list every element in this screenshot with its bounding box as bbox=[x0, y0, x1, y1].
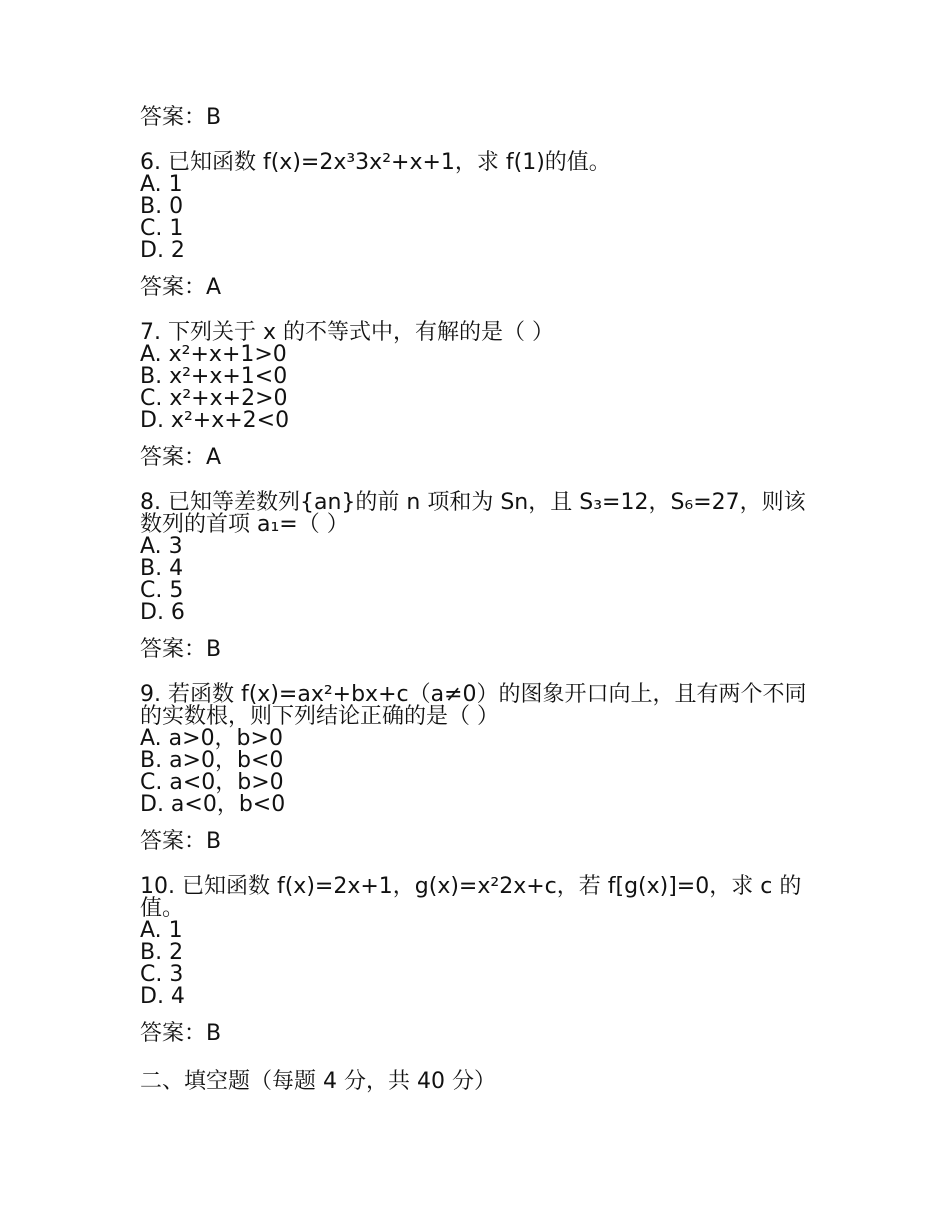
answer-q7: 答案：A bbox=[140, 445, 222, 470]
question-stem: 7. 下列关于 x 的不等式中，有解的是（ ） bbox=[140, 320, 554, 345]
option-a: A. 1 bbox=[140, 918, 183, 943]
option-c: C. 1 bbox=[140, 216, 184, 241]
answer-q10: 答案：B bbox=[140, 1021, 222, 1046]
option-list bbox=[140, 174, 820, 262]
option-d: D. 2 bbox=[140, 238, 185, 263]
option-list bbox=[140, 536, 820, 624]
option-c: C. a<0，b>0 bbox=[140, 770, 284, 795]
option-c: C. 5 bbox=[140, 578, 184, 603]
answer-q5: 答案：B bbox=[140, 105, 222, 130]
option-a: A. 3 bbox=[140, 534, 183, 559]
answer-q9: 答案：B bbox=[140, 829, 222, 854]
answer-q8: 答案：B bbox=[140, 637, 222, 662]
question-7 bbox=[140, 322, 820, 432]
option-c: C. x²+x+2>0 bbox=[140, 386, 288, 411]
option-list bbox=[140, 728, 820, 816]
option-d: D. 6 bbox=[140, 600, 185, 625]
option-b: B. 4 bbox=[140, 556, 184, 581]
question-6 bbox=[140, 152, 820, 262]
option-b: B. 0 bbox=[140, 194, 184, 219]
option-a: A. a>0，b>0 bbox=[140, 726, 283, 751]
option-b: B. a>0，b<0 bbox=[140, 748, 284, 773]
question-10 bbox=[140, 876, 820, 1008]
question-stem: 10. 已知函数 f(x)=2x+1，g(x)=x²2x+c，若 f[g(x)]=0，求 c 的值。 bbox=[140, 874, 802, 921]
question-9 bbox=[140, 684, 820, 816]
option-d: D. a<0，b<0 bbox=[140, 792, 286, 817]
section-heading: 二、填空题（每题 4 分，共 40 分） bbox=[140, 1069, 496, 1094]
option-list bbox=[140, 920, 820, 1008]
question-stem: 9. 若函数 f(x)=ax²+bx+c（a≠0）的图象开口向上，且有两个不同的实数根，则下列结论正确的是（ ） bbox=[140, 682, 807, 729]
option-c: C. 3 bbox=[140, 962, 184, 987]
question-8 bbox=[140, 492, 820, 624]
option-b: B. x²+x+1<0 bbox=[140, 364, 288, 389]
answer-q6: 答案：A bbox=[140, 275, 222, 300]
question-stem: 6. 已知函数 f(x)=2x³3x²+x+1，求 f(1)的值。 bbox=[140, 150, 611, 175]
option-d: D. 4 bbox=[140, 984, 185, 1009]
question-stem: 8. 已知等差数列{an}的前 n 项和为 Sn，且 S₃=12，S₆=27，则该数列的首项 a₁=（ ） bbox=[140, 490, 806, 537]
option-list bbox=[140, 344, 820, 432]
document-page bbox=[140, 104, 820, 1096]
option-d: D. x²+x+2<0 bbox=[140, 408, 290, 433]
option-a: A. x²+x+1>0 bbox=[140, 342, 287, 367]
option-a: A. 1 bbox=[140, 172, 183, 197]
option-b: B. 2 bbox=[140, 940, 184, 965]
